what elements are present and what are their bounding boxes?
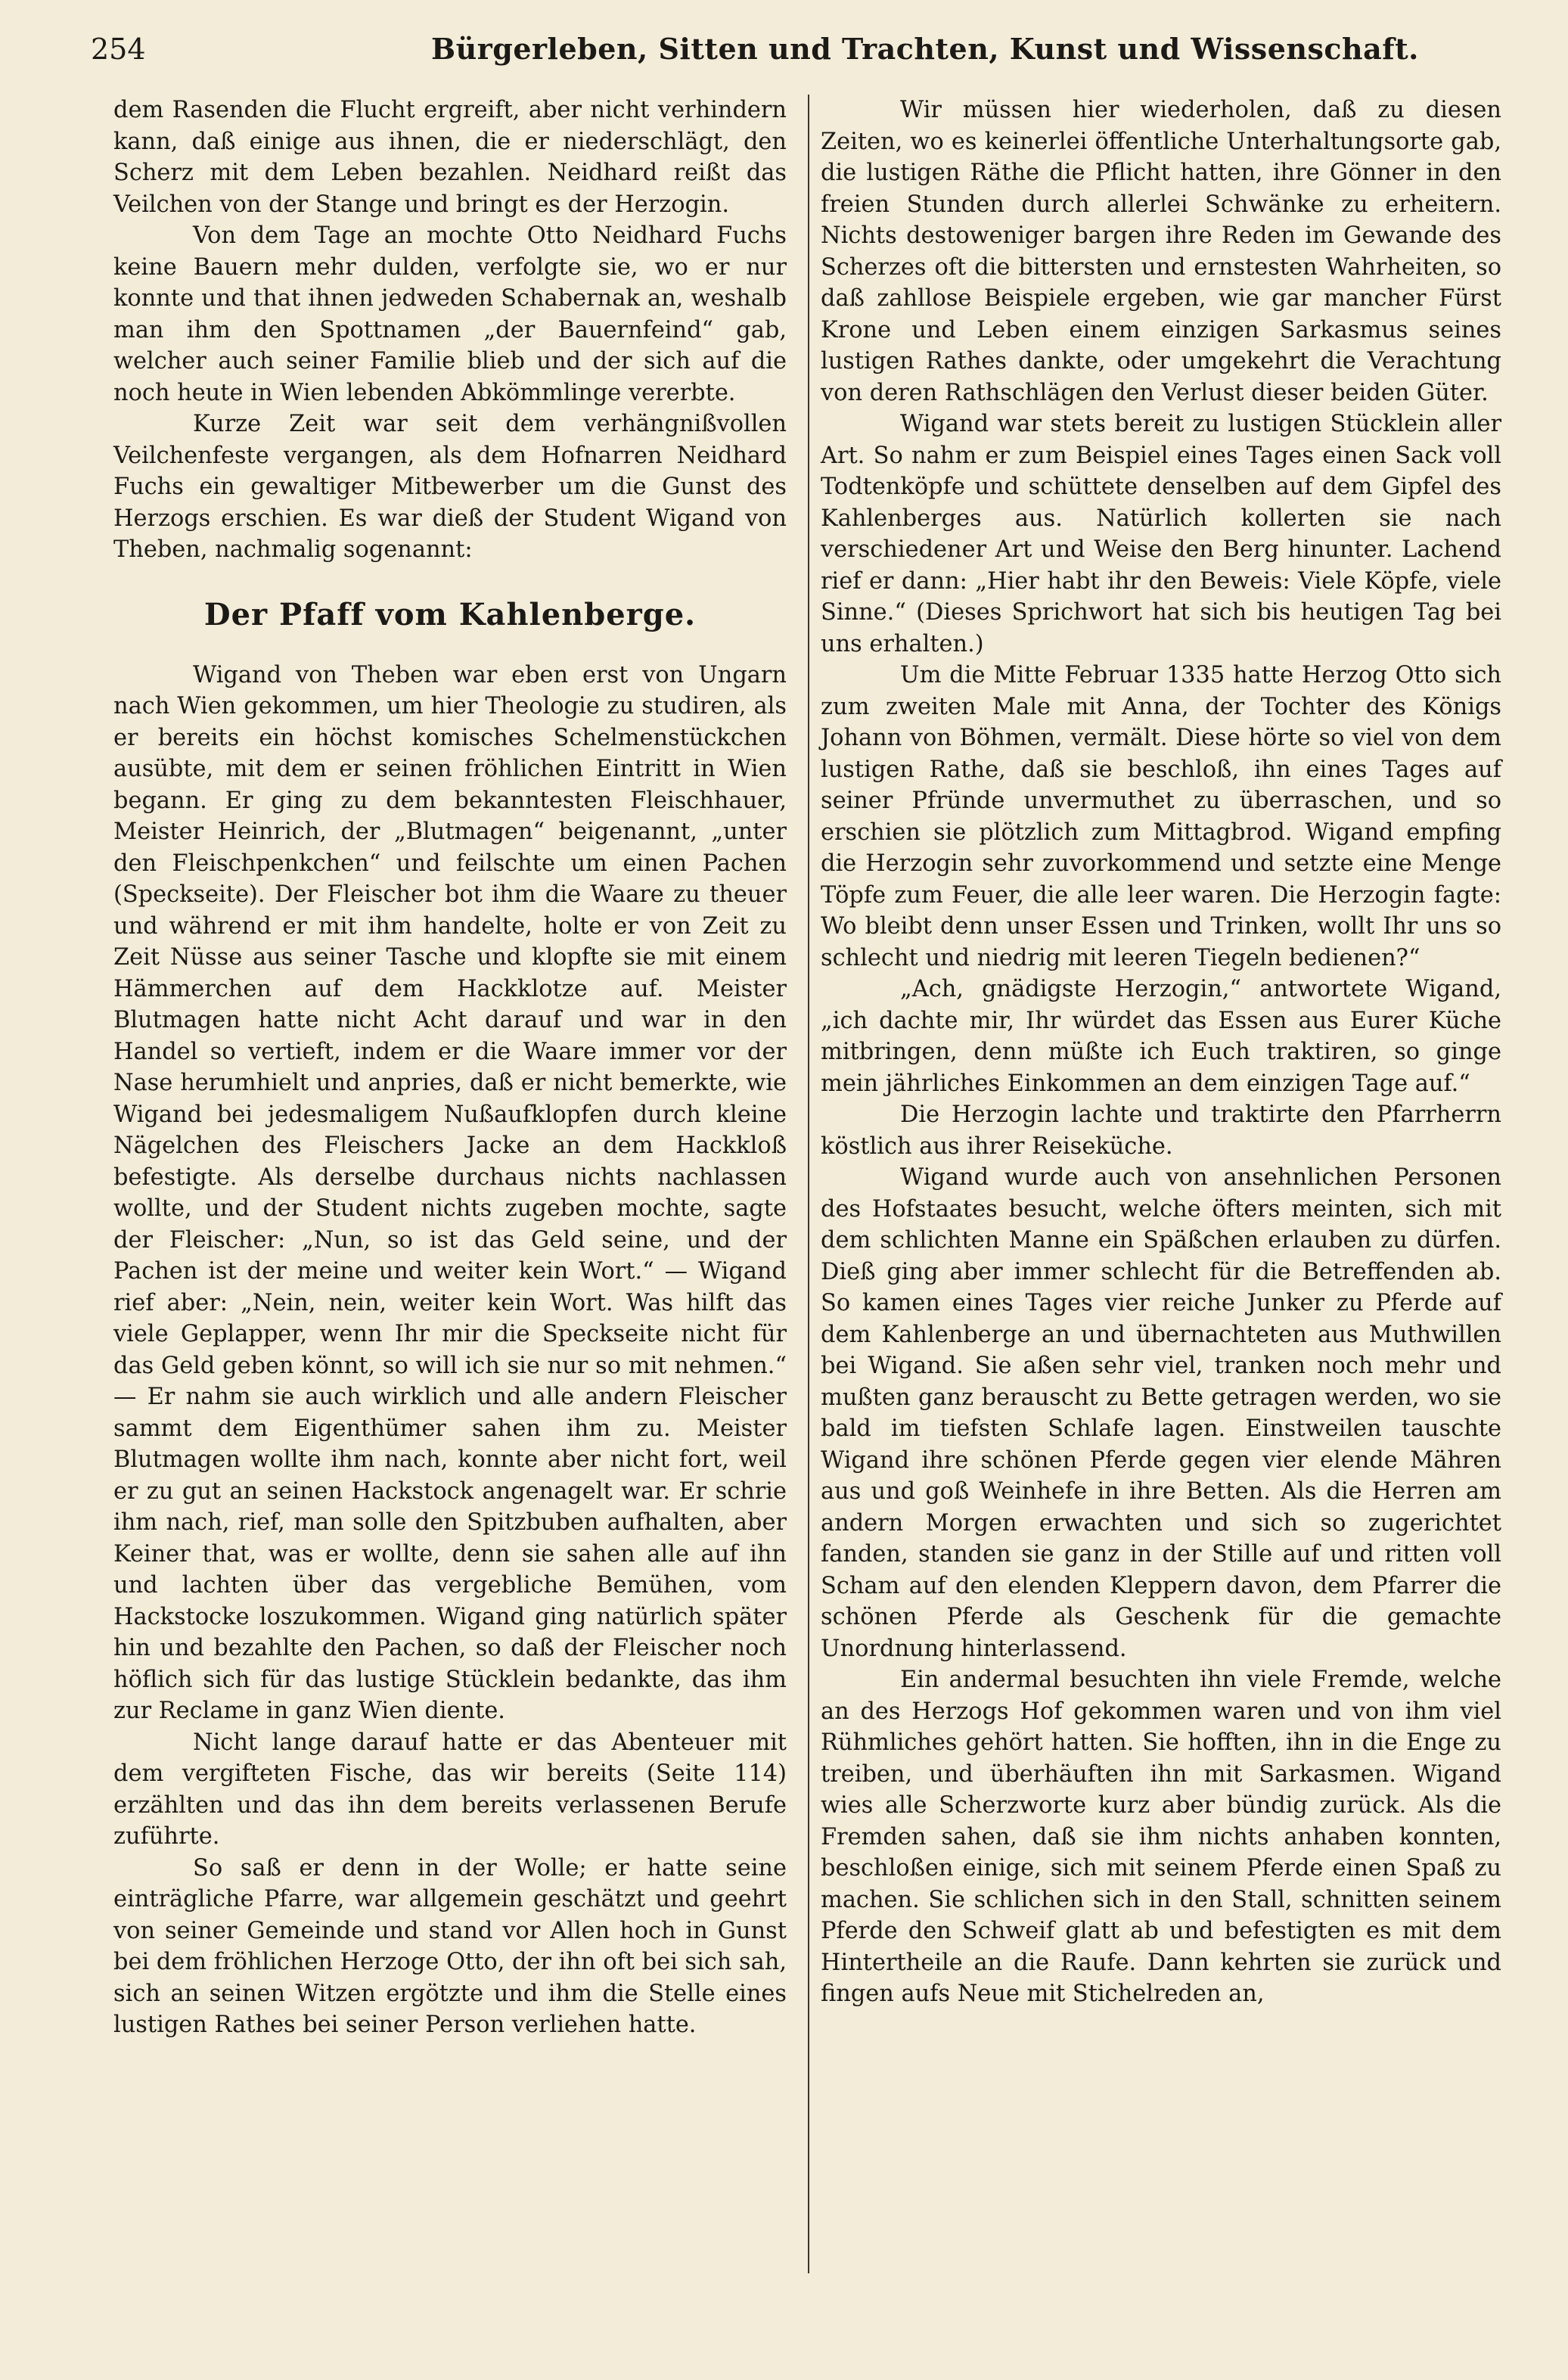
paragraph: Kurze Zeit war seit dem verhängnißvollen Veilchenfeste vergangen, als dem Hofnarren Neidhard Fuchs ein gewaltiger Mitbewerber um die Gunst des Herzogs erschien. Es war dieß der Student Wigand von Theben, nachmalig sogenannt: — [113, 411, 787, 563]
paragraph: Wigand war stets bereit zu lustigen Stücklein aller Art. So nahm er zum Beispiel eines Tages einen Sack voll Todtenköpfe und schüttete denselben auf dem Gipfel des Kahlenberges aus. Natürlich kollerten sie nach verschiedener Art und Weise den Berg hinunter. Lachend rief er dann: „Hier habt ihr den Beweis: Viele Köpfe, viele Sinne.“ (Dieses Sprichwort hat sich bis heutigen Tag bei uns erhalten.) — [821, 411, 1501, 657]
paragraph: Nicht lange darauf hatte er das Abenteuer mit dem vergifteten Fische, das wir bereits (Seite 114) erzählten und das ihn dem bereits verlassenen Berufe zuführte. — [113, 1729, 787, 1850]
section-heading: Der Pfaff vom Kahlenberge. — [203, 596, 697, 632]
paragraph: „Ach, gnädigste Herzogin,“ antwortete Wigand, „ich dachte mir, Ihr würdet das Essen aus Eurer Küche mitbringen, denn müßte ich Euch traktiren, so ginge mein jährliches Einkommen an dem einzigen Tage auf.“ — [821, 976, 1501, 1097]
paragraph: Wigand von Theben war eben erst von Ungarn nach Wien gekommen, um hier Theologie zu studiren, als er bereits ein höchst komisches Schelmenstückchen ausübte, mit dem er seinen fröhlichen Eintritt in Wien begann. Er ging zu dem bekanntesten Fleischhauer, Meister Heinrich, der „Blutmagen“ beigenannt, „unter den Fleischpenkchen“ und feilschte um einen Pachen (Speckseite). Der Fleischer bot ihm die Waare zu theuer und während er mit ihm handelte, holte er von Zeit zu Zeit Nüsse aus seiner Tasche und klopfte sie mit einem Hämmerchen auf dem Hackklotze auf. Meister Blutmagen hatte nicht Acht darauf und war in den Handel so vertieft, indem er die Waare immer vor der Nase herumhielt und anpries, daß er nicht bemerkte, wie Wigand bei jedesmaligem Nußaufklopfen durch kleine Nägelchen des Fleischers Jacke an dem Hackkloß befestigte. Als derselbe durchaus nichts nachlassen wollte, und der Student nichts zugeben mochte, sagte der Fleischer: „Nun, so ist das Geld seine, und der Pachen ist der meine und weiter kein Wort.“ — Wigand rief aber: „Nein, nein, weiter kein Wort. Was hilft das viele Geplapper, wenn Ihr mir die Speckseite nicht für das Geld geben könnt, so will ich sie nur so mit nehmen.“ — Er nahm sie auch wirklich und alle andern Fleischer sammt dem Eigenthümer sahen ihm zu. Meister Blutmagen wollte ihm nach, konnte aber nicht fort, weil er zu gut an seinen Hackstock angenagelt war. Er schrie ihm nach, rief, man solle den Spitzbuben aufhalten, aber Keiner that, was er wollte, denn sie sahen alle auf ihn und lachten über das vergebliche Bemühen, vom Hackstocke loszukommen. Wigand ging natürlich später hin und bezahlte den Pachen, so daß der Fleischer noch höflich sich für das lustige Stücklein bedankte, das ihm zur Reclame in ganz Wien diente. — [113, 661, 787, 1724]
running-title: Bürgerleben, Sitten und Trachten, Kunst und Wissenschaft. — [431, 32, 1419, 66]
paragraph: Von dem Tage an mochte Otto Neidhard Fuchs keine Bauern mehr dulden, verfolgte sie, wo er nur konnte und that ihnen jedweden Schabernak an, weshalb man ihm den Spottnamen „der Bauernfeind“ gab, welcher auch seiner Familie blieb und der sich auf die noch heute in Wien lebenden Abkömmlinge vererbte. — [113, 222, 787, 406]
right-column — [821, 95, 1501, 2010]
paragraph: Um die Mitte Februar 1335 hatte Herzog Otto sich zum zweiten Male mit Anna, der Tochter des Königs Johann von Böhmen, vermält. Diese hörte so viel von dem lustigen Rathe, daß sie beschloß, ihn eines Tages auf seiner Pfründe unvermuthet zu überraschen, und so erschien sie plötzlich zum Mittagbrod. Wigand empfing die Herzogin sehr zuvorkommend und setzte eine Menge Töpfe zum Feuer, die alle leer waren. Die Herzogin fagte: Wo bleibt denn unser Essen und Trinken, wollt Ihr uns so schlecht und niedrig mit leeren Tiegeln bedienen?“ — [821, 662, 1501, 971]
paragraph: So saß er denn in der Wolle; er hatte seine einträgliche Pfarre, war allgemein geschätzt und geehrt von seiner Gemeinde und stand vor Allen hoch in Gunst bei dem fröhlichen Herzoge Otto, der ihn oft bei sich sah, sich an seinen Witzen ergötzte und ihm die Stelle eines lustigen Rathes bei seiner Person verliehen hatte. — [113, 1854, 787, 2038]
paragraph: dem Rasenden die Flucht ergreift, aber nicht verhindern kann, daß einige aus ihnen, die er niederschlägt, den Scherz mit dem Leben bezahlen. Neidhard reißt das Veilchen von der Stange und bringt es der Herzogin. — [113, 97, 787, 218]
column-divider — [808, 95, 809, 2273]
page-header — [91, 30, 1513, 76]
paragraph: Die Herzogin lachte und traktirte den Pfarrherrn köstlich aus ihrer Reiseküche. — [821, 1101, 1501, 1160]
left-column — [113, 95, 787, 2041]
page-number: 254 — [91, 33, 146, 66]
paragraph: Wir müssen hier wiederholen, daß zu diesen Zeiten, wo es keinerlei öffentliche Unterhaltungsorte gab, die lustigen Räthe die Pflicht hatten, ihre Gönner in den freien Stunden durch allerlei Schwänke zu erheitern. Nichts destoweniger bargen ihre Reden im Gewande des Scherzes oft die bittersten und ernstesten Wahrheiten, so daß zahllose Beispiele ergeben, wie gar mancher Fürst Krone und Leben einem einzigen Sarkasmus seines lustigen Rathes dankte, oder umgekehrt die Verachtung von deren Rathschlägen den Verlust dieser beiden Güter. — [821, 97, 1501, 406]
paragraph: Ein andermal besuchten ihn viele Fremde, welche an des Herzogs Hof gekommen waren und von ihm viel Rühmliches gehört hatten. Sie hofften, ihn in die Enge zu treiben, und überhäuften ihn mit Sarkasmen. Wigand wies alle Scherzworte kurz aber bündig zurück. Als die Fremden sahen, daß sie ihm nichts anhaben konnten, beschloßen einige, sich mit seinem Pferde einen Spaß zu machen. Sie schlichen sich in den Stall, schnitten seinem Pferde den Schweif glatt ab und befestigten es mit dem Hintertheile an die Raufe. Dann kehrten sie zurück und fingen aufs Neue mit Stichelreden an, — [821, 1667, 1501, 2007]
paragraph: Wigand wurde auch von ansehnlichen Personen des Hofstaates besucht, welche öfters meinten, sich mit dem schlichten Manne ein Späßchen erlauben zu dürfen. Dieß ging aber immer schlecht für die Betreffenden ab. So kamen eines Tages vier reiche Junker zu Pferde auf dem Kahlenberge an und übernachteten aus Muthwillen bei Wigand. Sie aßen sehr viel, tranken noch mehr und mußten ganz berauscht zu Bette getragen werden, wo sie bald im tiefsten Schlafe lagen. Einstweilen tauschte Wigand ihre schönen Pferde gegen vier elende Mähren aus und goß Weinhefe in ihre Betten. Als die Herren am andern Morgen erwachten und sich so zugerichtet fanden, standen sie ganz in der Stille auf und ritten voll Scham auf den elenden Kleppern davon, dem Pfarrer die schönen Pferde als Geschenk für die gemachte Unordnung hinterlassend. — [821, 1164, 1501, 1662]
